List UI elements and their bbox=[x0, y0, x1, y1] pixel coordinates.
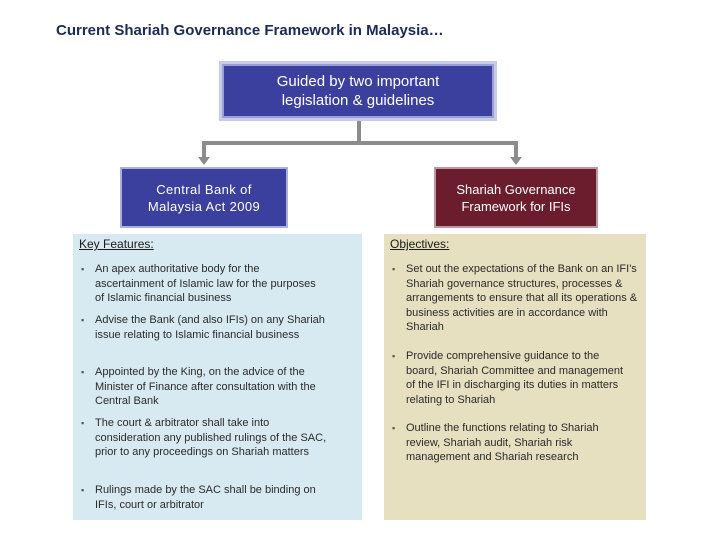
objectives-heading: Objectives: bbox=[390, 237, 450, 251]
key-features-heading: Key Features: bbox=[79, 237, 154, 251]
shariah-framework-box bbox=[434, 167, 598, 228]
key-feature-item bbox=[81, 416, 330, 460]
bullet-icon: ▪ bbox=[81, 315, 85, 325]
central-bank-act-box bbox=[120, 167, 288, 228]
legislation-box bbox=[222, 64, 494, 118]
objective-item bbox=[392, 262, 642, 335]
connector-right-down bbox=[514, 141, 518, 158]
objective-item bbox=[392, 349, 631, 407]
legislation-box-line1: Guided by two important bbox=[276, 73, 440, 90]
objective-item bbox=[392, 421, 631, 465]
key-feature-item bbox=[81, 262, 320, 306]
objective-text: Outline the functions relating to Shariah review, Shariah audit, Shariah risk management and Shariah research bbox=[406, 422, 599, 463]
connector-vertical-top bbox=[357, 121, 361, 143]
shariah-framework-line1: Shariah Governance bbox=[456, 181, 576, 197]
key-feature-text: An apex authoritative body for the ascertainment of Islamic law for the purposes of Islamic financial business bbox=[95, 263, 316, 304]
key-feature-text: Advise the Bank (and also IFIs) on any Shariah issue relating to Islamic financial business bbox=[95, 314, 325, 341]
central-bank-act-line2: Malaysia Act 2009 bbox=[147, 198, 261, 214]
key-feature-item bbox=[81, 483, 335, 512]
bullet-icon: ▪ bbox=[392, 351, 396, 361]
arrow-right-icon bbox=[510, 157, 522, 165]
central-bank-act-line1: Central Bank of bbox=[156, 181, 252, 197]
key-feature-item bbox=[81, 313, 330, 342]
bullet-icon: ▪ bbox=[81, 485, 85, 495]
shariah-framework-line2: Framework for IFIs bbox=[461, 198, 571, 214]
objective-text: Provide comprehensive guidance to the board, Shariah Committee and management of the IFI in discharging its duties in matters relating to Shariah bbox=[406, 350, 624, 406]
bullet-icon: ▪ bbox=[81, 418, 85, 428]
arrow-left-icon bbox=[198, 157, 210, 165]
key-feature-item bbox=[81, 365, 335, 409]
page-title: Current Shariah Governance Framework in Malaysia… bbox=[56, 22, 444, 39]
objective-text: Set out the expectations of the Bank on an IFI's Shariah governance structures, processes & arrangements to ensure that all its operations & business activities are in accordance with Shariah bbox=[406, 263, 638, 333]
key-feature-text: Appointed by the King, on the advice of the Minister of Finance after consultation with the Central Bank bbox=[95, 366, 316, 407]
connector-horizontal bbox=[202, 141, 518, 145]
bullet-icon: ▪ bbox=[81, 367, 85, 377]
bullet-icon: ▪ bbox=[392, 423, 396, 433]
connector-left-down bbox=[202, 141, 206, 158]
key-feature-text: The court & arbitrator shall take into consideration any published rulings of the SAC, prior to any proceedings on Shariah matters bbox=[95, 417, 327, 458]
legislation-box-line2: legislation & guidelines bbox=[281, 92, 435, 109]
bullet-icon: ▪ bbox=[392, 264, 396, 274]
bullet-icon: ▪ bbox=[81, 264, 85, 274]
key-feature-text: Rulings made by the SAC shall be binding on IFIs, court or arbitrator bbox=[95, 484, 316, 511]
